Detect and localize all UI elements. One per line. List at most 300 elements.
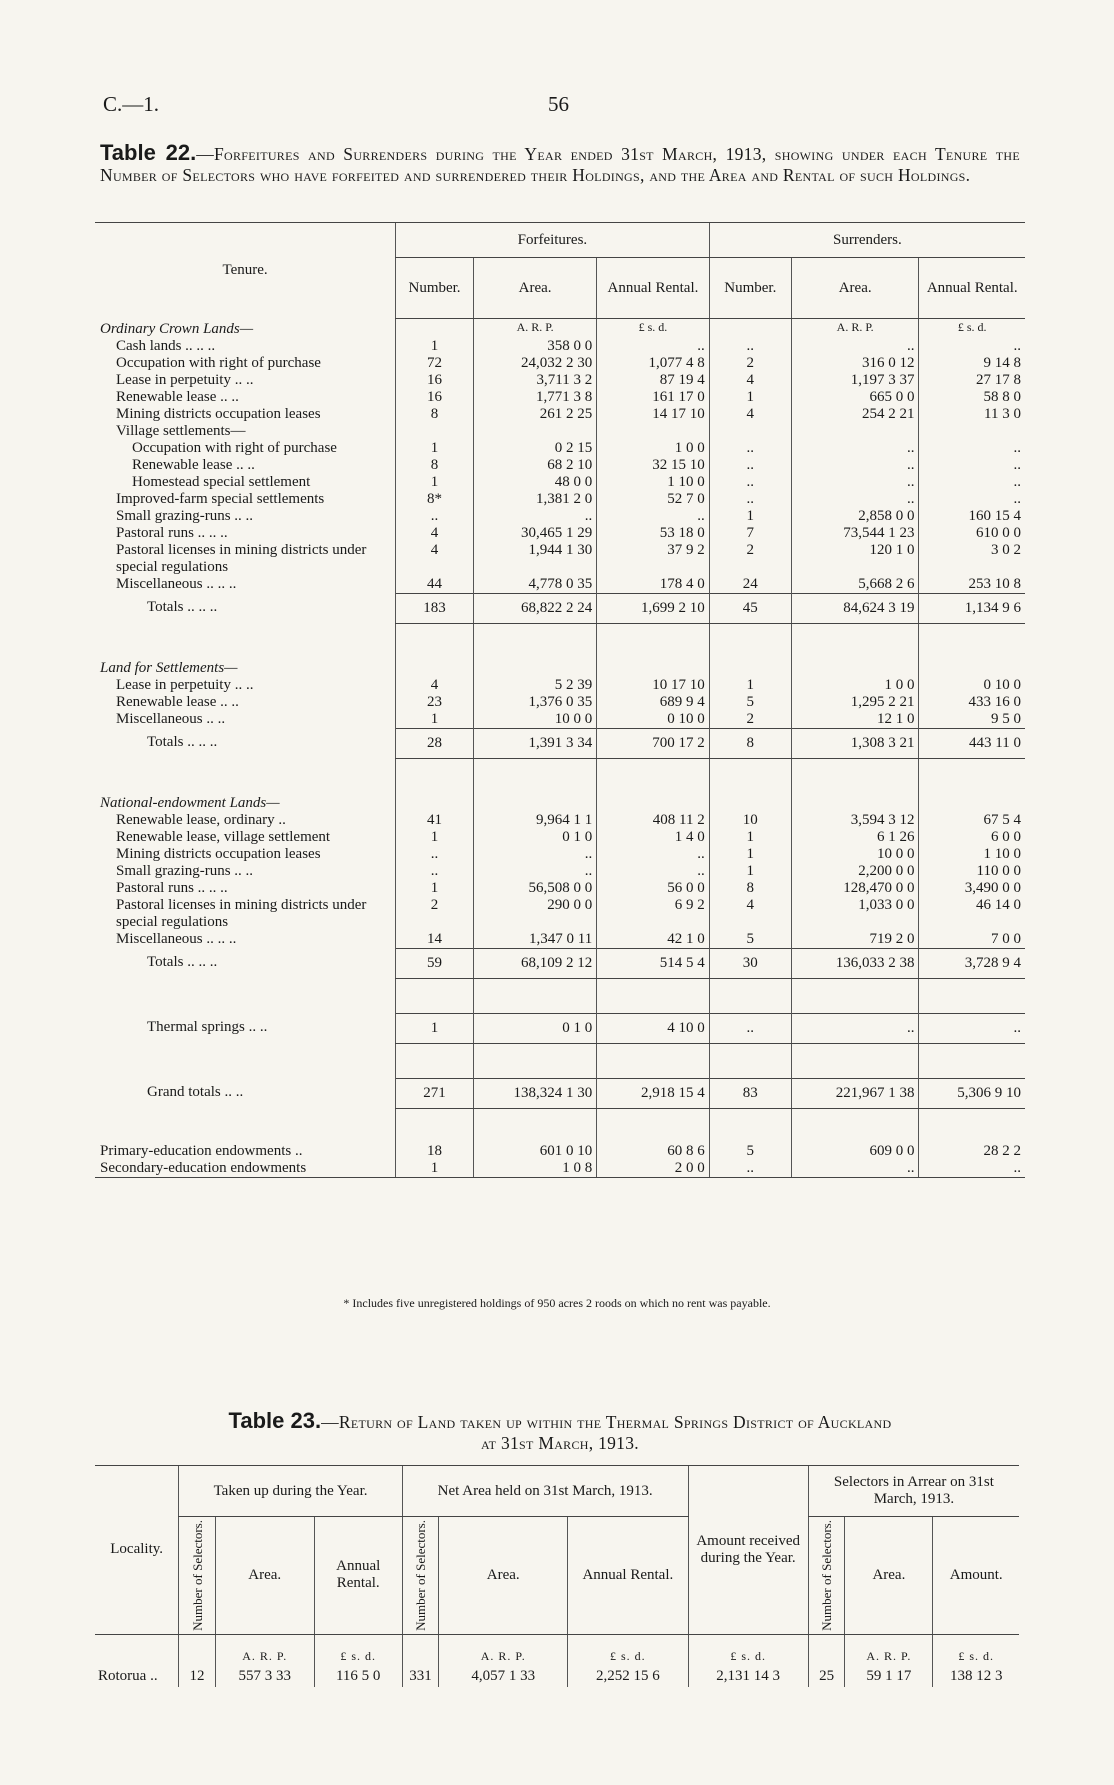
f-rental-cell: 2 0 0 bbox=[597, 1160, 709, 1178]
table22-row bbox=[95, 372, 1025, 389]
f-area-cell: 68,822 2 24 bbox=[473, 593, 596, 623]
table22-row bbox=[95, 389, 1025, 406]
s-number-cell: 2 bbox=[709, 711, 791, 729]
f-rental-cell: 10 17 10 bbox=[597, 677, 709, 694]
table22-row bbox=[95, 491, 1025, 508]
f-number-cell: 2 bbox=[396, 897, 474, 931]
t23-col-t-area: Area. bbox=[215, 1517, 314, 1635]
table22-row bbox=[95, 440, 1025, 457]
s-rental-cell: .. bbox=[919, 1160, 1025, 1178]
s-rental-cell: .. bbox=[919, 338, 1025, 355]
f-rental-cell: 2,918 15 4 bbox=[597, 1078, 709, 1108]
col-s-area: Area. bbox=[791, 258, 919, 319]
s-area-cell: 1,197 3 37 bbox=[791, 372, 919, 389]
tenure-cell: Totals .. .. .. bbox=[147, 954, 218, 970]
f-area-cell bbox=[473, 658, 596, 677]
s-rental-cell: 1 10 0 bbox=[919, 846, 1025, 863]
s-rental-cell: £ s. d. bbox=[919, 319, 1025, 338]
f-rental-cell: 53 18 0 bbox=[597, 525, 709, 542]
f-number-cell: 59 bbox=[396, 948, 474, 978]
s-number-cell bbox=[709, 319, 791, 338]
s-number-cell: .. bbox=[709, 338, 791, 355]
f-area-cell: 10 0 0 bbox=[473, 711, 596, 729]
s-number-cell: 1 bbox=[709, 508, 791, 525]
f-number-cell: 14 bbox=[396, 931, 474, 949]
f-rental-cell: 1,077 4 8 bbox=[597, 355, 709, 372]
t23-col-locality: Locality. bbox=[95, 1466, 179, 1635]
f-number-cell: .. bbox=[396, 863, 474, 880]
table22 bbox=[95, 222, 1025, 1178]
s-rental-cell: 28 2 2 bbox=[919, 1143, 1025, 1160]
col-s-rental: Annual Rental. bbox=[919, 258, 1025, 319]
f-area-cell: 1,944 1 30 bbox=[473, 542, 596, 576]
table22-row bbox=[95, 846, 1025, 863]
f-rental-cell: 6 9 2 bbox=[597, 897, 709, 931]
s-rental-cell: 11 3 0 bbox=[919, 406, 1025, 423]
f-rental-cell: 514 5 4 bbox=[597, 948, 709, 978]
table22-caption: —Forfeitures and Surrenders during the Year ended 31st March, 1913, showing under each Tenure the Number of Selectors who have forfeited and surrendered their Holdings, and the Area and Rental of such Holdings. bbox=[100, 144, 1020, 185]
page-number: 56 bbox=[548, 92, 569, 116]
t23-col-n-number bbox=[402, 1517, 439, 1635]
f-number-cell: 183 bbox=[396, 593, 474, 623]
table22-row bbox=[95, 406, 1025, 423]
s-rental-cell: 1,134 9 6 bbox=[919, 593, 1025, 623]
s-area-cell: 254 2 21 bbox=[791, 406, 919, 423]
f-number-cell bbox=[396, 793, 474, 812]
f-area-cell: 358 0 0 bbox=[473, 338, 596, 355]
s-rental-cell: 160 15 4 bbox=[919, 508, 1025, 525]
table22-row bbox=[95, 508, 1025, 525]
table23-caption: —Return of Land taken up within the Thermal Springs District of Auckland bbox=[321, 1412, 892, 1432]
table23-title bbox=[100, 1410, 1020, 1454]
table23-label: Table 23. bbox=[228, 1408, 322, 1433]
table22-section-row bbox=[95, 793, 1025, 812]
table22-total-row bbox=[95, 948, 1025, 978]
s-number-cell: 1 bbox=[709, 846, 791, 863]
f-area-cell: 56,508 0 0 bbox=[473, 880, 596, 897]
t23-col-net-area: Net Area held on 31st March, 1913. bbox=[402, 1466, 688, 1517]
s-area-cell: .. bbox=[791, 1013, 919, 1043]
f-area-cell: .. bbox=[473, 508, 596, 525]
s-rental-cell: 58 8 0 bbox=[919, 389, 1025, 406]
f-rental-cell: 178 4 0 bbox=[597, 576, 709, 594]
table22-footnote: * Includes five unregistered holdings of 950 acres 2 roods on which no rent was payable. bbox=[343, 1296, 771, 1310]
col-tenure: Tenure. bbox=[95, 223, 396, 319]
s-rental-cell: 9 14 8 bbox=[919, 355, 1025, 372]
table22-row bbox=[95, 576, 1025, 594]
t23-t-area: 557 3 33 bbox=[215, 1666, 314, 1687]
s-area-cell: 5,668 2 6 bbox=[791, 576, 919, 594]
tenure-cell: Homestead special settlement bbox=[132, 473, 311, 490]
f-number-cell: 41 bbox=[396, 812, 474, 829]
tenure-cell: Grand totals .. .. bbox=[147, 1084, 244, 1100]
table22-row bbox=[95, 525, 1025, 542]
tenure-cell: Land for Settlements— bbox=[100, 659, 238, 676]
f-area-cell: 68 2 10 bbox=[473, 457, 596, 474]
table22-row bbox=[95, 863, 1025, 880]
s-rental-cell bbox=[919, 423, 1025, 440]
s-area-cell: .. bbox=[791, 1160, 919, 1178]
f-area-cell: 261 2 25 bbox=[473, 406, 596, 423]
table22-total-row bbox=[95, 593, 1025, 623]
s-rental-cell: .. bbox=[919, 1013, 1025, 1043]
col-forfeitures: Forfeitures. bbox=[396, 223, 710, 258]
s-rental-cell: 3,728 9 4 bbox=[919, 948, 1025, 978]
f-area-cell: 0 1 0 bbox=[473, 829, 596, 846]
s-area-cell bbox=[791, 658, 919, 677]
t23-locality: Rotorua .. bbox=[98, 1667, 158, 1684]
t23-col-a-area: Area. bbox=[845, 1517, 933, 1635]
s-number-cell: 1 bbox=[709, 389, 791, 406]
f-area-cell: .. bbox=[473, 846, 596, 863]
f-number-cell bbox=[396, 658, 474, 677]
tenure-cell: Mining districts occupation leases bbox=[116, 405, 321, 422]
f-rental-cell: 1 4 0 bbox=[597, 829, 709, 846]
tenure-cell: National-endowment Lands— bbox=[100, 794, 280, 811]
tenure-cell: Ordinary Crown Lands— bbox=[100, 320, 254, 337]
tenure-cell: Village settlements— bbox=[116, 422, 246, 439]
s-area-cell: 1 0 0 bbox=[791, 677, 919, 694]
f-number-cell: 8* bbox=[396, 491, 474, 508]
tenure-cell: Pastoral runs .. .. .. bbox=[116, 879, 228, 896]
table22-row bbox=[95, 694, 1025, 711]
f-number-cell: 4 bbox=[396, 525, 474, 542]
table22-row bbox=[95, 931, 1025, 949]
s-rental-cell: 610 0 0 bbox=[919, 525, 1025, 542]
s-number-cell: 4 bbox=[709, 406, 791, 423]
s-rental-cell bbox=[919, 658, 1025, 677]
s-area-cell: 3,594 3 12 bbox=[791, 812, 919, 829]
table22-spacer bbox=[95, 978, 1025, 1013]
f-number-cell: .. bbox=[396, 846, 474, 863]
s-rental-cell: 0 10 0 bbox=[919, 677, 1025, 694]
f-area-cell: .. bbox=[473, 863, 596, 880]
s-area-cell: 2,858 0 0 bbox=[791, 508, 919, 525]
s-number-cell: 8 bbox=[709, 880, 791, 897]
tenure-cell: Renewable lease, ordinary .. bbox=[116, 811, 286, 828]
s-number-cell: 5 bbox=[709, 931, 791, 949]
t23-col-taken-up: Taken up during the Year. bbox=[179, 1466, 402, 1517]
s-number-cell: 4 bbox=[709, 372, 791, 389]
s-area-cell: 128,470 0 0 bbox=[791, 880, 919, 897]
s-number-cell: 1 bbox=[709, 677, 791, 694]
t23-t-rent: 116 5 0 bbox=[314, 1666, 402, 1687]
s-number-cell: .. bbox=[709, 440, 791, 457]
tenure-cell: Pastoral licenses in mining districts under special regulations bbox=[116, 896, 367, 930]
f-rental-cell: 60 8 6 bbox=[597, 1143, 709, 1160]
t23-col-n-area: Area. bbox=[439, 1517, 568, 1635]
table22-row bbox=[95, 474, 1025, 491]
table22-spacer bbox=[95, 1043, 1025, 1078]
s-rental-cell bbox=[919, 793, 1025, 812]
s-area-cell: 84,624 3 19 bbox=[791, 593, 919, 623]
s-rental-cell: .. bbox=[919, 474, 1025, 491]
t23-unit-rental-net: £ s. d. bbox=[568, 1634, 688, 1666]
col-f-rental: Annual Rental. bbox=[597, 258, 709, 319]
t23-col-a-amount: Amount. bbox=[933, 1517, 1019, 1635]
table22-section-row bbox=[95, 658, 1025, 677]
t23-a-amount: 138 12 3 bbox=[933, 1666, 1019, 1687]
s-area-cell: .. bbox=[791, 440, 919, 457]
table22-row bbox=[95, 677, 1025, 694]
s-number-cell: 45 bbox=[709, 593, 791, 623]
s-rental-cell: 6 0 0 bbox=[919, 829, 1025, 846]
t23-row-rotorua bbox=[95, 1666, 1019, 1687]
s-number-cell: .. bbox=[709, 457, 791, 474]
col-s-number: Number. bbox=[709, 258, 791, 319]
document-reference: C.—1. bbox=[103, 92, 160, 116]
f-rental-cell: 408 11 2 bbox=[597, 812, 709, 829]
s-area-cell bbox=[791, 423, 919, 440]
s-area-cell: .. bbox=[791, 474, 919, 491]
t23-received: 2,131 14 3 bbox=[688, 1666, 808, 1687]
tenure-cell: Mining districts occupation leases bbox=[116, 845, 321, 862]
f-area-cell: 1,381 2 0 bbox=[473, 491, 596, 508]
t23-col-a-number bbox=[808, 1517, 845, 1635]
s-rental-cell: 27 17 8 bbox=[919, 372, 1025, 389]
s-area-cell: 609 0 0 bbox=[791, 1143, 919, 1160]
table22-title bbox=[100, 142, 1020, 186]
col-surrenders: Surrenders. bbox=[709, 223, 1025, 258]
tenure-cell: Totals .. .. .. bbox=[147, 599, 218, 615]
tenure-cell: Thermal springs .. .. bbox=[147, 1019, 268, 1035]
s-number-cell: 24 bbox=[709, 576, 791, 594]
f-area-cell bbox=[473, 793, 596, 812]
f-area-cell: 4,778 0 35 bbox=[473, 576, 596, 594]
f-number-cell bbox=[396, 423, 474, 440]
s-number-cell: .. bbox=[709, 1013, 791, 1043]
f-rental-cell bbox=[597, 793, 709, 812]
f-area-cell: 1 0 8 bbox=[473, 1160, 596, 1178]
f-number-cell: 1 bbox=[396, 1013, 474, 1043]
tenure-cell: Pastoral runs .. .. .. bbox=[116, 524, 228, 541]
tenure-cell: Lease in perpetuity .. .. bbox=[116, 676, 254, 693]
f-number-cell: 4 bbox=[396, 542, 474, 576]
s-number-cell: 4 bbox=[709, 897, 791, 931]
f-number-cell: 16 bbox=[396, 372, 474, 389]
tenure-cell: Secondary-education endowments bbox=[95, 1160, 396, 1178]
t23-col-n-number-label: Number of Selectors. bbox=[413, 1520, 429, 1631]
t23-n-rent: 2,252 15 6 bbox=[568, 1666, 688, 1687]
f-number-cell: 18 bbox=[396, 1143, 474, 1160]
f-number-cell: 1 bbox=[396, 474, 474, 491]
table22-spacer bbox=[95, 758, 1025, 793]
s-number-cell: 5 bbox=[709, 694, 791, 711]
s-area-cell: 1,033 0 0 bbox=[791, 897, 919, 931]
f-number-cell: 271 bbox=[396, 1078, 474, 1108]
s-area-cell: 1,295 2 21 bbox=[791, 694, 919, 711]
s-rental-cell: 253 10 8 bbox=[919, 576, 1025, 594]
s-number-cell: 2 bbox=[709, 542, 791, 576]
t23-a-num: 25 bbox=[808, 1666, 845, 1687]
t23-n-num: 331 bbox=[402, 1666, 439, 1687]
f-area-cell: 48 0 0 bbox=[473, 474, 596, 491]
f-rental-cell: 4 10 0 bbox=[597, 1013, 709, 1043]
table22-row bbox=[95, 880, 1025, 897]
table22-spacer bbox=[95, 623, 1025, 658]
t23-col-a-number-label: Number of Selectors. bbox=[819, 1520, 835, 1631]
s-rental-cell: 9 5 0 bbox=[919, 711, 1025, 729]
s-area-cell: 10 0 0 bbox=[791, 846, 919, 863]
table22-total-row bbox=[95, 1013, 1025, 1043]
f-rental-cell: 52 7 0 bbox=[597, 491, 709, 508]
table22-total-row bbox=[95, 1078, 1025, 1108]
f-area-cell: 0 1 0 bbox=[473, 1013, 596, 1043]
s-number-cell: 83 bbox=[709, 1078, 791, 1108]
f-rental-cell: 56 0 0 bbox=[597, 880, 709, 897]
f-area-cell: 24,032 2 30 bbox=[473, 355, 596, 372]
tenure-cell: Renewable lease .. .. bbox=[132, 456, 255, 473]
t23-unit-rental: £ s. d. bbox=[314, 1634, 402, 1666]
tenure-cell: Renewable lease, village settlement bbox=[116, 828, 331, 845]
s-area-cell: 12 1 0 bbox=[791, 711, 919, 729]
f-area-cell: 1,391 3 34 bbox=[473, 728, 596, 758]
f-rental-cell bbox=[597, 423, 709, 440]
t23-t-num: 12 bbox=[179, 1666, 216, 1687]
s-number-cell: 1 bbox=[709, 863, 791, 880]
f-area-cell: 1,376 0 35 bbox=[473, 694, 596, 711]
t23-a-area: 59 1 17 bbox=[845, 1666, 933, 1687]
s-area-cell: .. bbox=[791, 338, 919, 355]
f-rental-cell: .. bbox=[597, 338, 709, 355]
s-number-cell: 1 bbox=[709, 829, 791, 846]
table22-row bbox=[95, 355, 1025, 372]
f-rental-cell: 161 17 0 bbox=[597, 389, 709, 406]
tenure-cell: Occupation with right of purchase bbox=[116, 354, 321, 371]
table22-row bbox=[95, 829, 1025, 846]
f-number-cell: 1 bbox=[396, 711, 474, 729]
t23-unit-area-arrear: A. R. P. bbox=[845, 1634, 933, 1666]
f-number-cell: 1 bbox=[396, 880, 474, 897]
f-rental-cell: £ s. d. bbox=[597, 319, 709, 338]
s-number-cell bbox=[709, 793, 791, 812]
f-rental-cell: 1 0 0 bbox=[597, 440, 709, 457]
table22-row bbox=[95, 457, 1025, 474]
f-rental-cell: 32 15 10 bbox=[597, 457, 709, 474]
tenure-cell: Small grazing-runs .. .. bbox=[116, 507, 254, 524]
f-rental-cell: 689 9 4 bbox=[597, 694, 709, 711]
s-rental-cell: 5,306 9 10 bbox=[919, 1078, 1025, 1108]
s-number-cell: 8 bbox=[709, 728, 791, 758]
t23-n-area: 4,057 1 33 bbox=[439, 1666, 568, 1687]
t23-units-row bbox=[95, 1634, 1019, 1666]
s-area-cell: 665 0 0 bbox=[791, 389, 919, 406]
f-area-cell: 3,711 3 2 bbox=[473, 372, 596, 389]
f-rental-cell: 87 19 4 bbox=[597, 372, 709, 389]
s-area-cell: A. R. P. bbox=[791, 319, 919, 338]
s-area-cell: 221,967 1 38 bbox=[791, 1078, 919, 1108]
s-area-cell: .. bbox=[791, 457, 919, 474]
f-number-cell: 28 bbox=[396, 728, 474, 758]
s-area-cell: 73,544 1 23 bbox=[791, 525, 919, 542]
tenure-cell: Miscellaneous .. .. bbox=[116, 710, 226, 727]
s-area-cell: 2,200 0 0 bbox=[791, 863, 919, 880]
s-area-cell: 316 0 12 bbox=[791, 355, 919, 372]
s-area-cell: .. bbox=[791, 491, 919, 508]
s-area-cell: 120 1 0 bbox=[791, 542, 919, 576]
s-area-cell: 1,308 3 21 bbox=[791, 728, 919, 758]
t23-unit-amount: £ s. d. bbox=[933, 1634, 1019, 1666]
f-area-cell: 601 0 10 bbox=[473, 1143, 596, 1160]
t23-col-n-rental: Annual Rental. bbox=[568, 1517, 688, 1635]
t23-unit-area: A. R. P. bbox=[215, 1634, 314, 1666]
f-rental-cell: 37 9 2 bbox=[597, 542, 709, 576]
f-area-cell: 30,465 1 29 bbox=[473, 525, 596, 542]
s-rental-cell: 110 0 0 bbox=[919, 863, 1025, 880]
f-number-cell: 1 bbox=[396, 829, 474, 846]
tenure-cell: Miscellaneous .. .. .. bbox=[116, 930, 237, 947]
f-area-cell: 0 2 15 bbox=[473, 440, 596, 457]
f-rental-cell: .. bbox=[597, 508, 709, 525]
tenure-cell: Primary-education endowments .. bbox=[100, 1142, 303, 1159]
s-number-cell bbox=[709, 423, 791, 440]
table22-total-row bbox=[95, 728, 1025, 758]
f-area-cell: A. R. P. bbox=[473, 319, 596, 338]
f-number-cell: 1 bbox=[396, 440, 474, 457]
tenure-cell: Miscellaneous .. .. .. bbox=[116, 575, 237, 592]
tenure-cell: Small grazing-runs .. .. bbox=[116, 862, 254, 879]
f-area-cell: 68,109 2 12 bbox=[473, 948, 596, 978]
f-number-cell: 8 bbox=[396, 406, 474, 423]
t23-col-t-rental: Annual Rental. bbox=[314, 1517, 402, 1635]
s-number-cell: .. bbox=[709, 1160, 791, 1178]
t23-col-arrear: Selectors in Arrear on 31st March, 1913. bbox=[808, 1466, 1019, 1517]
s-area-cell: 6 1 26 bbox=[791, 829, 919, 846]
tenure-cell: Cash lands .. .. .. bbox=[116, 337, 216, 354]
table22-spacer bbox=[95, 1108, 1025, 1143]
s-rental-cell: .. bbox=[919, 491, 1025, 508]
f-area-cell: 138,324 1 30 bbox=[473, 1078, 596, 1108]
tenure-cell: Renewable lease .. .. bbox=[116, 693, 239, 710]
f-rental-cell: 1 10 0 bbox=[597, 474, 709, 491]
table22-label: Table 22. bbox=[100, 140, 197, 165]
f-rental-cell: 14 17 10 bbox=[597, 406, 709, 423]
f-area-cell: 1,771 3 8 bbox=[473, 389, 596, 406]
s-number-cell: .. bbox=[709, 474, 791, 491]
f-rental-cell: 0 10 0 bbox=[597, 711, 709, 729]
f-number-cell: .. bbox=[396, 508, 474, 525]
s-number-cell: 5 bbox=[709, 1143, 791, 1160]
f-number-cell: 44 bbox=[396, 576, 474, 594]
f-number-cell: 8 bbox=[396, 457, 474, 474]
table22-body bbox=[95, 319, 1025, 1178]
table22-row bbox=[95, 338, 1025, 355]
s-area-cell bbox=[791, 793, 919, 812]
tenure-cell: Improved-farm special settlements bbox=[116, 490, 325, 507]
tenure-cell: Lease in perpetuity .. .. bbox=[116, 371, 254, 388]
f-area-cell: 1,347 0 11 bbox=[473, 931, 596, 949]
col-f-number: Number. bbox=[396, 258, 474, 319]
s-rental-cell: 46 14 0 bbox=[919, 897, 1025, 931]
f-rental-cell: .. bbox=[597, 863, 709, 880]
t23-unit-received: £ s. d. bbox=[688, 1634, 808, 1666]
s-number-cell: 7 bbox=[709, 525, 791, 542]
f-number-cell bbox=[396, 319, 474, 338]
f-rental-cell: 1,699 2 10 bbox=[597, 593, 709, 623]
f-number-cell: 23 bbox=[396, 694, 474, 711]
s-rental-cell: 3,490 0 0 bbox=[919, 880, 1025, 897]
f-number-cell: 4 bbox=[396, 677, 474, 694]
table22-row bbox=[95, 812, 1025, 829]
s-rental-cell: 433 16 0 bbox=[919, 694, 1025, 711]
s-rental-cell: 7 0 0 bbox=[919, 931, 1025, 949]
s-rental-cell: .. bbox=[919, 457, 1025, 474]
tenure-cell: Totals .. .. .. bbox=[147, 734, 218, 750]
table23 bbox=[95, 1465, 1019, 1687]
tenure-cell: Occupation with right of purchase bbox=[132, 439, 337, 456]
f-number-cell: 72 bbox=[396, 355, 474, 372]
f-number-cell: 1 bbox=[396, 1160, 474, 1178]
